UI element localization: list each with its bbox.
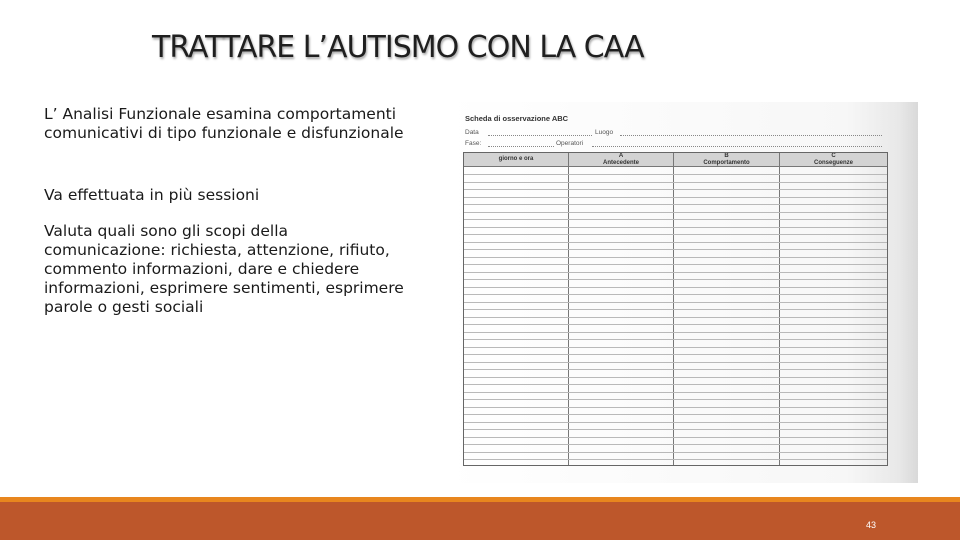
grid-row-line [464, 407, 887, 408]
form-field-data-line [488, 135, 592, 136]
grid-row-line [464, 377, 887, 378]
form-field-operatori-line [592, 146, 882, 147]
paragraph-functional-analysis: L’ Analisi Funzionale esamina comportamenti comunicativi di tipo funzionale e disfunzionale [44, 105, 404, 142]
column-label: Antecedente [602, 159, 639, 166]
grid-row-line [464, 257, 887, 258]
form-title: Scheda di osservazione ABC [465, 114, 569, 123]
column-header-comportamento [674, 153, 779, 166]
grid-row-line [464, 219, 887, 220]
grid-row-line [464, 294, 887, 295]
grid-row-line [464, 287, 887, 288]
abc-form [460, 110, 887, 470]
footer-bar [0, 502, 960, 540]
form-field-fase: Fase: [465, 140, 482, 147]
form-field-operatori: Operatori [556, 140, 584, 147]
grid-row-line [464, 444, 887, 445]
grid-row-line [464, 227, 887, 228]
column-label: Conseguenze [813, 159, 853, 166]
grid-row-line [464, 279, 887, 280]
grid-row-line [464, 369, 887, 370]
column-header-antecedente [569, 153, 673, 166]
column-header-giorno-ora [464, 153, 568, 166]
grid-row-line [464, 324, 887, 325]
grid-row-line [464, 452, 887, 453]
grid-row-line [464, 302, 887, 303]
grid-row-line [464, 429, 887, 430]
grid-row-line [464, 174, 887, 175]
grid-row-line [464, 354, 887, 355]
grid-row-line [464, 384, 887, 385]
grid-row-line [464, 212, 887, 213]
grid-row-line [464, 399, 887, 400]
observation-grid [463, 152, 888, 466]
grid-row-line [464, 414, 887, 415]
column-letter: A [618, 153, 624, 159]
form-field-luogo: Luogo [595, 129, 614, 136]
grid-header [464, 153, 887, 167]
paragraph-sessions: Va effettuata in più sessioni [44, 186, 260, 204]
grid-row-line [464, 392, 887, 393]
column-header-conseguenze [780, 153, 887, 166]
slide-title: TRATTARE L’AUTISMO CON LA CAA [152, 30, 644, 65]
grid-row-line [464, 332, 887, 333]
form-field-data: Data [465, 129, 479, 136]
grid-row-line [464, 189, 887, 190]
grid-row-line [464, 422, 887, 423]
grid-row-line [464, 437, 887, 438]
grid-row-line [464, 317, 887, 318]
grid-row-line [464, 264, 887, 265]
page-number: 43 [865, 520, 876, 530]
grid-row-line [464, 309, 887, 310]
grid-row-line [464, 347, 887, 348]
grid-row-line [464, 197, 887, 198]
column-label: giorno e ora [498, 156, 534, 162]
form-field-luogo-line [620, 135, 882, 136]
paragraph-communication-goals: Valuta quali sono gli scopi della comunicazione: richiesta, attenzione, rifiuto, commento informazioni, dare e chiedere informazioni, esprimere sentimenti, esprimere parole o gesti sociali [44, 222, 404, 316]
grid-row-line [464, 249, 887, 250]
grid-row-line [464, 182, 887, 183]
form-field-fase-line [488, 146, 554, 147]
grid-row-line [464, 339, 887, 340]
grid-row-line [464, 234, 887, 235]
column-letter: B [724, 153, 729, 159]
column-letter: C [831, 153, 836, 159]
grid-row-line [464, 362, 887, 363]
abc-observation-form-image [445, 102, 918, 483]
grid-row-line [464, 242, 887, 243]
column-label: Comportamento [703, 159, 750, 166]
grid-row-line [464, 459, 887, 460]
grid-row-line [464, 204, 887, 205]
grid-row-line [464, 272, 887, 273]
